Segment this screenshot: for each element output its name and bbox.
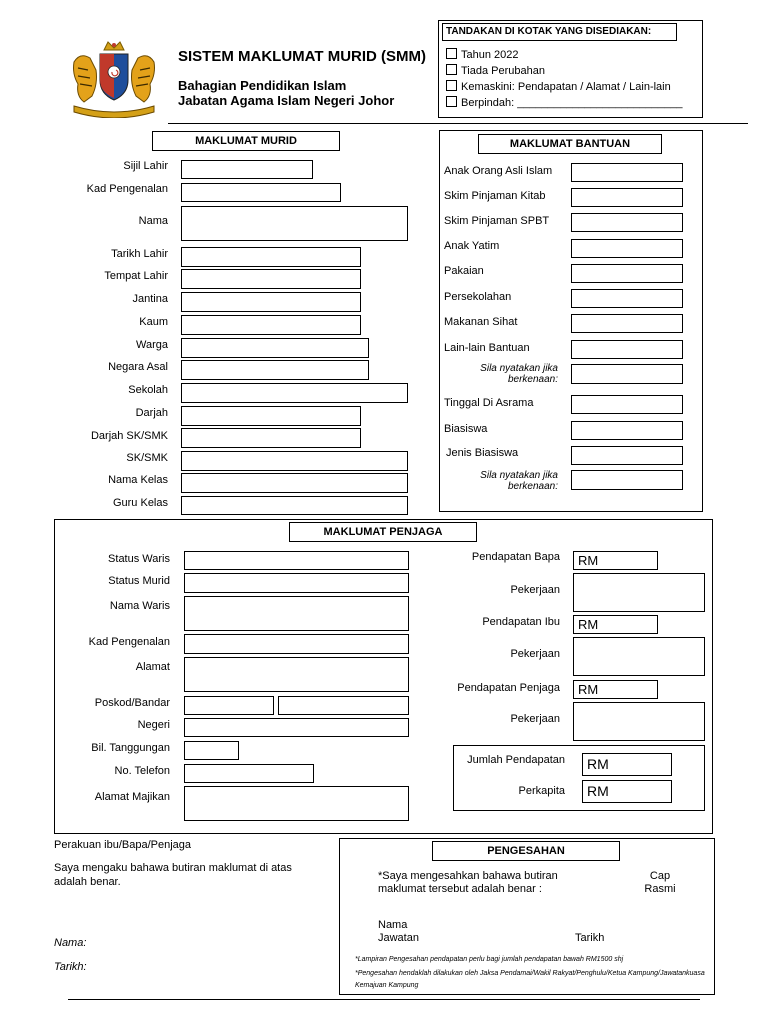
label-nama-waris: Nama Waris xyxy=(109,600,170,612)
label-darjah-sk-smk: Darjah SK/SMK xyxy=(90,430,168,442)
option-kemaskini[interactable]: Kemaskini: Pendapatan / Alamat / Lain-lain xyxy=(446,80,671,93)
label-nama: Nama xyxy=(138,215,168,227)
perakuan-nama-label: Nama: xyxy=(54,937,87,949)
cap-rasmi-label: Cap Rasmi xyxy=(644,870,676,895)
input-jumlah-pendapatan[interactable]: RM xyxy=(582,753,672,776)
input-negara-asal[interactable] xyxy=(181,360,369,380)
note-sila-nyatakan-2: Sila nyatakan jika berkenaan: xyxy=(480,470,558,492)
checkbox[interactable] xyxy=(446,48,457,59)
pengesahan-jawatan-label: Jawatan xyxy=(378,932,419,944)
pengesahan-note-2: *Pengesahan hendaklah dilakukan oleh Jaksa Pendamai/Wakil Rakyat/Penghulu/Ketua Kampung/Jawatankuasa Kemajuan Kampung xyxy=(355,970,705,989)
input-tempat-lahir[interactable] xyxy=(181,269,361,289)
agency-name: Jabatan Agama Islam Negeri Johor xyxy=(178,93,395,108)
label-lain-lain-bantuan: Lain-lain Bantuan xyxy=(444,342,530,354)
input-biasiswa[interactable] xyxy=(571,421,683,440)
input-nama[interactable] xyxy=(181,206,408,241)
pengesahan-section-title: PENGESAHAN xyxy=(432,841,620,861)
input-status-murid[interactable] xyxy=(184,573,409,593)
input-sila-nyatakan-1[interactable] xyxy=(571,364,683,384)
input-nama-kelas[interactable] xyxy=(181,473,408,493)
input-perkapita[interactable]: RM xyxy=(582,780,672,803)
label-alamat: Alamat xyxy=(135,661,170,673)
input-bandar[interactable] xyxy=(278,696,409,715)
input-jenis-biasiswa[interactable] xyxy=(571,446,683,465)
header-divider xyxy=(168,123,748,124)
label-status-waris: Status Waris xyxy=(108,553,170,565)
pengesahan-tarikh-label: Tarikh xyxy=(575,932,605,944)
label-pendapatan-penjaga: Pendapatan Penjaga xyxy=(457,682,560,694)
department-name: Bahagian Pendidikan Islam xyxy=(178,78,347,93)
input-jantina[interactable] xyxy=(181,292,361,312)
pengesahan-text: *Saya mengesahkan bahawa butiran maklumat tersebut adalah benar : xyxy=(378,870,558,895)
checkbox[interactable] xyxy=(446,80,457,91)
option-tahun-2022[interactable]: Tahun 2022 xyxy=(446,48,519,61)
input-pekerjaan-bapa[interactable] xyxy=(573,573,705,612)
label-negeri: Negeri xyxy=(137,719,170,731)
label-persekolahan: Persekolahan xyxy=(444,291,512,303)
label-no-telefon: No. Telefon xyxy=(114,765,170,777)
checkbox[interactable] xyxy=(446,64,457,75)
footer-divider xyxy=(68,999,700,1000)
input-sila-nyatakan-2[interactable] xyxy=(571,470,683,490)
label-biasiswa: Biasiswa xyxy=(444,423,488,435)
input-alamat-majikan[interactable] xyxy=(184,786,409,821)
checkbox[interactable] xyxy=(446,96,457,107)
input-nama-waris[interactable] xyxy=(184,596,409,631)
pengesahan-nama-label: Nama xyxy=(378,919,408,931)
label-anak-yatim: Anak Yatim xyxy=(444,240,500,252)
input-pakaian[interactable] xyxy=(571,264,683,283)
label-sekolah: Sekolah xyxy=(128,384,168,396)
input-guru-kelas[interactable] xyxy=(181,496,408,515)
input-tinggal-di-asrama[interactable] xyxy=(571,395,683,414)
input-sekolah[interactable] xyxy=(181,383,408,403)
input-makanan-sihat[interactable] xyxy=(571,314,683,333)
label-alamat-majikan: Alamat Majikan xyxy=(94,791,170,803)
label-skim-pinjaman-spbt: Skim Pinjaman SPBT xyxy=(444,215,550,227)
note-sila-nyatakan-1: Sila nyatakan jika berkenaan: xyxy=(480,363,558,385)
label-darjah: Darjah xyxy=(135,407,168,419)
label-pakaian: Pakaian xyxy=(444,265,484,277)
input-tarikh-lahir[interactable] xyxy=(181,247,361,267)
label-pekerjaan-penjaga: Pekerjaan xyxy=(510,713,560,725)
input-no-telefon[interactable] xyxy=(184,764,314,783)
label-jumlah-pendapatan: Jumlah Pendapatan xyxy=(467,754,565,766)
input-alamat[interactable] xyxy=(184,657,409,692)
label-sk-smk: SK/SMK xyxy=(126,452,168,464)
label-makanan-sihat: Makanan Sihat xyxy=(444,316,518,328)
label-poskod-bandar: Poskod/Bandar xyxy=(94,697,170,709)
input-status-waris[interactable] xyxy=(184,551,409,570)
input-bil-tanggungan[interactable] xyxy=(184,741,239,760)
label-tinggal-di-asrama: Tinggal Di Asrama xyxy=(444,397,534,409)
perakuan-text: Saya mengaku bahawa butiran maklumat di atas adalah benar. xyxy=(54,862,292,888)
bantuan-section-title: MAKLUMAT BANTUAN xyxy=(478,134,662,154)
label-warga: Warga xyxy=(136,339,168,351)
label-bil-tanggungan: Bil. Tanggungan xyxy=(91,742,170,754)
input-kad-pengenalan-waris[interactable] xyxy=(184,634,409,654)
input-pekerjaan-penjaga[interactable] xyxy=(573,702,705,741)
input-negeri[interactable] xyxy=(184,718,409,737)
input-darjah[interactable] xyxy=(181,406,361,426)
input-darjah-sk-smk[interactable] xyxy=(181,428,361,448)
label-skim-pinjaman-kitab: Skim Pinjaman Kitab xyxy=(444,190,546,202)
input-lain-lain-bantuan[interactable] xyxy=(571,340,683,359)
input-kaum[interactable] xyxy=(181,315,361,335)
label-sijil-lahir: Sijil Lahir xyxy=(123,160,168,172)
label-pendapatan-ibu: Pendapatan Ibu xyxy=(482,616,560,628)
label-pendapatan-bapa: Pendapatan Bapa xyxy=(471,551,560,563)
input-warga[interactable] xyxy=(181,338,369,358)
label-pekerjaan-bapa: Pekerjaan xyxy=(510,584,560,596)
label-perkapita: Perkapita xyxy=(518,785,565,797)
input-sk-smk[interactable] xyxy=(181,451,408,471)
input-anak-yatim[interactable] xyxy=(571,239,683,258)
input-persekolahan[interactable] xyxy=(571,289,683,308)
input-poskod[interactable] xyxy=(184,696,274,715)
input-pendapatan-bapa[interactable]: RM xyxy=(573,551,658,570)
option-berpindah[interactable]: Berpindah: ___________________________ xyxy=(446,96,682,109)
input-pendapatan-penjaga[interactable]: RM xyxy=(573,680,658,699)
coat-of-arms-logo xyxy=(66,40,162,118)
label-negara-asal: Negara Asal xyxy=(108,361,168,373)
label-jenis-biasiswa: Jenis Biasiswa xyxy=(446,447,519,459)
input-sijil-lahir[interactable] xyxy=(181,160,313,179)
label-kad-pengenalan-waris: Kad Pengenalan xyxy=(88,636,170,648)
input-kad-pengenalan[interactable] xyxy=(181,183,341,202)
label-pekerjaan-ibu: Pekerjaan xyxy=(510,648,560,660)
input-pekerjaan-ibu[interactable] xyxy=(573,637,705,676)
penjaga-section-title: MAKLUMAT PENJAGA xyxy=(289,522,477,542)
label-kad-pengenalan: Kad Pengenalan xyxy=(86,183,168,195)
label-kaum: Kaum xyxy=(139,316,168,328)
label-tempat-lahir: Tempat Lahir xyxy=(104,270,168,282)
input-pendapatan-ibu[interactable]: RM xyxy=(573,615,658,634)
label-jantina: Jantina xyxy=(132,293,168,305)
label-tarikh-lahir: Tarikh Lahir xyxy=(111,248,168,260)
murid-section-title: MAKLUMAT MURID xyxy=(152,131,340,151)
perakuan-title: Perakuan ibu/Bapa/Penjaga xyxy=(54,839,191,851)
label-anak-orang-asli: Anak Orang Asli Islam xyxy=(444,165,553,177)
perakuan-tarikh-label: Tarikh: xyxy=(54,961,87,973)
input-skim-pinjaman-spbt[interactable] xyxy=(571,213,683,232)
input-skim-pinjaman-kitab[interactable] xyxy=(571,188,683,207)
label-guru-kelas: Guru Kelas xyxy=(112,497,168,509)
label-status-murid: Status Murid xyxy=(108,575,170,587)
option-tiada-perubahan[interactable]: Tiada Perubahan xyxy=(446,64,545,77)
checklist-title: TANDAKAN DI KOTAK YANG DISEDIAKAN: xyxy=(442,23,677,41)
page-title: SISTEM MAKLUMAT MURID (SMM) xyxy=(178,48,427,65)
label-nama-kelas: Nama Kelas xyxy=(108,474,168,486)
input-anak-orang-asli[interactable] xyxy=(571,163,683,182)
pengesahan-note-1: *Lampiran Pengesahan pendapatan perlu bagi jumlah pendapatan bawah RM1500 shj xyxy=(355,956,624,963)
